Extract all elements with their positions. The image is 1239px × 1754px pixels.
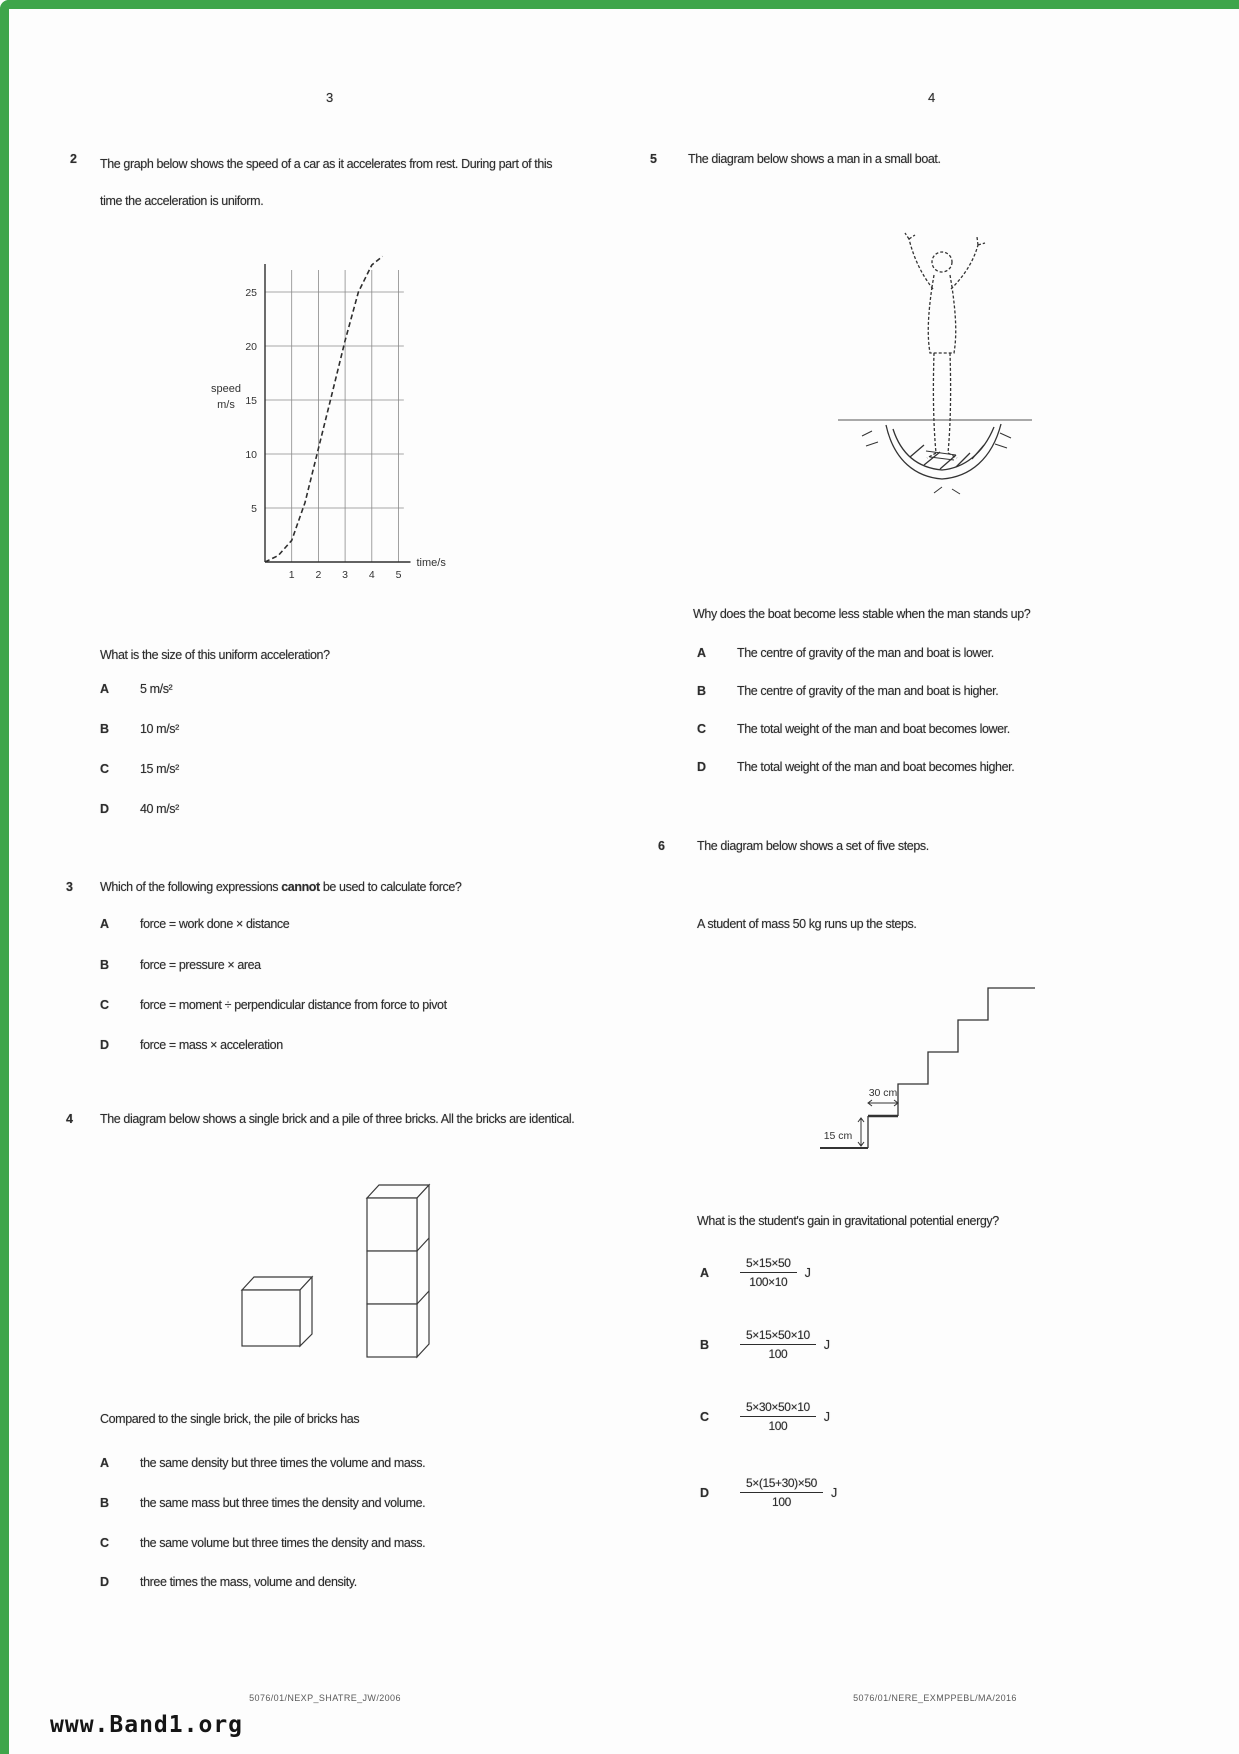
fraction bbox=[740, 1400, 816, 1433]
option-text: the same mass but three times the density and volume. bbox=[140, 1496, 426, 1510]
q4-option-b bbox=[100, 1496, 425, 1510]
page4-footer-code: 5076/01/NERE_EXMPPEBL/MA/2016 bbox=[853, 1693, 1017, 1703]
fraction-denominator: 100×10 bbox=[749, 1275, 788, 1289]
svg-text:1: 1 bbox=[288, 569, 295, 581]
q5-option-a bbox=[697, 646, 994, 660]
tread-dimension-arrow bbox=[868, 1100, 898, 1106]
option-text: The centre of gravity of the man and boat is lower. bbox=[737, 646, 994, 660]
svg-text:speed: speed bbox=[211, 383, 241, 395]
q6-text2: A student of mass 50 kg runs up the steps. bbox=[697, 917, 917, 931]
option-label: A bbox=[697, 646, 706, 660]
q6-text: The diagram below shows a set of five steps. bbox=[697, 839, 929, 853]
pile-brick-2 bbox=[367, 1251, 417, 1304]
option-text: 5 m/s² bbox=[140, 682, 173, 696]
option-label: C bbox=[700, 1409, 709, 1424]
unit-label: J bbox=[823, 1337, 830, 1352]
unit-label: J bbox=[804, 1265, 811, 1280]
option-text: the same volume but three times the density and mass. bbox=[140, 1536, 426, 1550]
riser-dimension-arrow bbox=[858, 1118, 864, 1146]
option-label: D bbox=[100, 1038, 109, 1052]
fraction-numerator: 5×(15+30)×50 bbox=[740, 1476, 823, 1493]
q3-option-a bbox=[100, 917, 289, 931]
scan-border-top bbox=[0, 0, 1239, 9]
single-brick-side bbox=[300, 1277, 312, 1346]
svg-text:5: 5 bbox=[251, 503, 257, 515]
q2-option-d bbox=[100, 802, 179, 816]
q5-prompt: Why does the boat become less stable when the man stands up? bbox=[693, 607, 1031, 621]
q2-option-a bbox=[100, 682, 172, 696]
option-label: B bbox=[100, 958, 109, 972]
q4-option-c bbox=[100, 1536, 425, 1550]
man-in-boat-figure bbox=[830, 205, 1040, 505]
q3-text-bold: cannot bbox=[281, 880, 320, 894]
fraction-numerator: 5×15×50 bbox=[740, 1256, 797, 1273]
page-number-4: 4 bbox=[928, 90, 935, 105]
bricks-figure bbox=[230, 1180, 445, 1370]
q5-option-c bbox=[697, 722, 1010, 736]
q3-text bbox=[100, 880, 462, 896]
unit-label: J bbox=[823, 1409, 830, 1424]
fraction bbox=[740, 1476, 823, 1509]
water-splash bbox=[862, 431, 1011, 494]
option-text: The total weight of the man and boat becomes higher. bbox=[737, 760, 1015, 774]
q5-option-b bbox=[697, 684, 998, 698]
option-label: C bbox=[100, 762, 109, 776]
option-label: C bbox=[100, 1536, 109, 1550]
tread-dimension-label: 30 cm bbox=[868, 1087, 898, 1099]
option-label: B bbox=[700, 1337, 709, 1352]
option-label: C bbox=[100, 998, 109, 1012]
option-text: The total weight of the man and boat becomes lower. bbox=[737, 722, 1010, 736]
q4-text: The diagram below shows a single brick and a pile of three bricks. All the bricks are identical. bbox=[100, 1112, 575, 1126]
riser-dimension-label: 15 cm bbox=[823, 1130, 853, 1142]
pile-brick-1 bbox=[367, 1198, 417, 1251]
fraction-numerator: 5×30×50×10 bbox=[740, 1400, 816, 1417]
svg-text:time/s: time/s bbox=[416, 557, 446, 569]
option-label: A bbox=[100, 682, 109, 696]
svg-text:25: 25 bbox=[245, 287, 257, 299]
q4-option-a bbox=[100, 1456, 425, 1470]
option-text: 10 m/s² bbox=[140, 722, 179, 736]
pile-side bbox=[417, 1185, 429, 1357]
q4-prompt: Compared to the single brick, the pile of bricks has bbox=[100, 1412, 360, 1426]
q6-prompt: What is the student's gain in gravitational potential energy? bbox=[697, 1214, 999, 1228]
page3-footer-code: 5076/01/NEXP_SHATRE_JW/2006 bbox=[249, 1693, 401, 1703]
q2-option-c bbox=[100, 762, 179, 776]
q6-option-c bbox=[700, 1400, 830, 1433]
q5-number: 5 bbox=[650, 152, 657, 166]
q2-prompt: What is the size of this uniform acceleration? bbox=[100, 648, 330, 662]
q3-text-pre: Which of the following expressions bbox=[100, 880, 282, 894]
q2-number: 2 bbox=[70, 152, 77, 166]
option-label: A bbox=[700, 1265, 709, 1280]
option-text: force = pressure × area bbox=[140, 958, 261, 972]
q6-option-a bbox=[700, 1256, 810, 1289]
q6-option-b bbox=[700, 1328, 830, 1361]
option-label: B bbox=[100, 722, 109, 736]
fraction bbox=[740, 1256, 797, 1289]
svg-text:m/s: m/s bbox=[217, 399, 235, 411]
svg-text:5: 5 bbox=[395, 569, 402, 581]
q3-option-b bbox=[100, 958, 261, 972]
option-text: three times the mass, volume and density. bbox=[140, 1575, 357, 1589]
option-text: the same density but three times the volume and mass. bbox=[140, 1456, 426, 1470]
q2-text: The graph below shows the speed of a car as it accelerates from rest. During part of this time the acceleration is uniform. bbox=[100, 157, 553, 208]
q5-text: The diagram below shows a man in a small boat. bbox=[688, 152, 941, 166]
pile-brick-3 bbox=[367, 1304, 417, 1357]
option-label: A bbox=[100, 1456, 109, 1470]
svg-text:2: 2 bbox=[315, 569, 322, 581]
q3-number: 3 bbox=[66, 880, 73, 894]
option-text: The centre of gravity of the man and boat is higher. bbox=[737, 684, 999, 698]
staircase-profile bbox=[898, 988, 1035, 1116]
option-label: A bbox=[100, 917, 109, 931]
fraction-numerator: 5×15×50×10 bbox=[740, 1328, 816, 1345]
fraction-denominator: 100 bbox=[768, 1419, 788, 1433]
option-label: D bbox=[100, 1575, 109, 1589]
option-text: force = moment ÷ perpendicular distance from force to pivot bbox=[140, 998, 447, 1012]
svg-text:15: 15 bbox=[245, 395, 257, 407]
fraction-denominator: 100 bbox=[772, 1495, 791, 1509]
option-label: B bbox=[697, 684, 706, 698]
watermark-url: www.Band1.org bbox=[50, 1712, 244, 1738]
option-text: 40 m/s² bbox=[140, 802, 179, 816]
fraction-denominator: 100 bbox=[768, 1347, 788, 1361]
q2-option-b bbox=[100, 722, 179, 736]
scan-border-left bbox=[0, 0, 9, 1754]
q3-text-post: be used to calculate force? bbox=[319, 880, 462, 894]
svg-text:4: 4 bbox=[368, 569, 375, 581]
option-label: D bbox=[697, 760, 706, 774]
q5-option-d bbox=[697, 760, 1014, 774]
boat-hull bbox=[886, 424, 1001, 479]
steps-figure bbox=[810, 955, 1050, 1165]
q6-option-d bbox=[700, 1476, 837, 1509]
q6-number: 6 bbox=[658, 839, 665, 853]
option-label: D bbox=[100, 802, 109, 816]
option-text: force = work done × distance bbox=[140, 917, 290, 931]
svg-text:20: 20 bbox=[245, 341, 257, 353]
option-label: D bbox=[700, 1485, 709, 1500]
q4-option-d bbox=[100, 1575, 357, 1589]
speed-time-graph bbox=[200, 240, 455, 590]
option-text: force = mass × acceleration bbox=[140, 1038, 283, 1052]
man-figure bbox=[905, 233, 985, 458]
svg-text:3: 3 bbox=[342, 569, 349, 581]
option-label: B bbox=[100, 1496, 109, 1510]
page-number-3: 3 bbox=[326, 90, 333, 105]
q3-option-d bbox=[100, 1038, 283, 1052]
fraction bbox=[740, 1328, 816, 1361]
svg-text:10: 10 bbox=[245, 449, 257, 461]
option-label: C bbox=[697, 722, 706, 736]
option-text: 15 m/s² bbox=[140, 762, 179, 776]
q4-number: 4 bbox=[66, 1112, 73, 1126]
single-brick-front bbox=[242, 1290, 300, 1346]
q3-option-c bbox=[100, 998, 447, 1012]
unit-label: J bbox=[830, 1485, 837, 1500]
